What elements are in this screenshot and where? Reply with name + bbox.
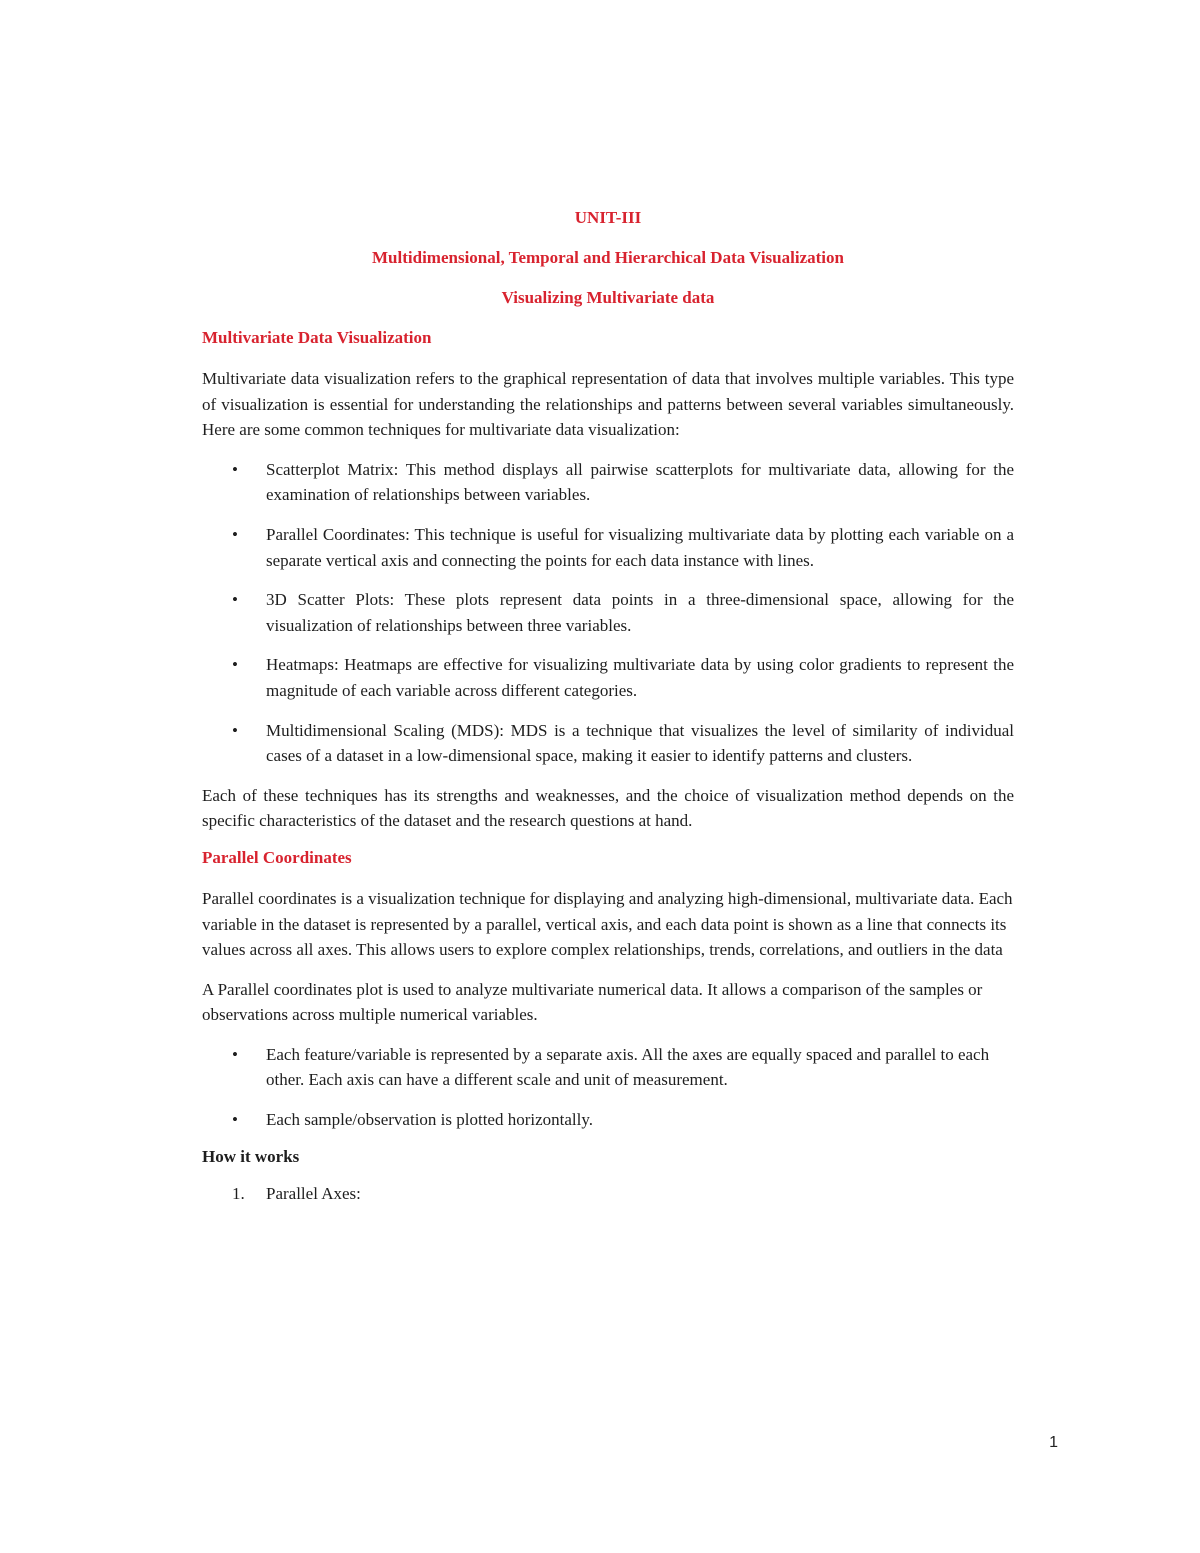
list-item — [202, 652, 1014, 703]
list-item — [202, 1042, 1014, 1093]
list-item — [202, 1107, 1014, 1133]
list-item-text: Parallel Coordinates: This technique is useful for visualizing multivariate data by plotting each variable on a separate vertical axis and connecting the points for each data instance with lines. — [266, 524, 1014, 570]
step-label: Parallel Axes: — [266, 1183, 361, 1203]
list-item-text: Each feature/variable is represented by a separate axis. All the axes are equally spaced and parallel to each other. Each axis can have a different scale and unit of measurement. — [266, 1044, 990, 1090]
list-item — [202, 718, 1014, 769]
bullet-icon: • — [232, 590, 238, 610]
parallel-features-list — [202, 1042, 1014, 1133]
list-item — [202, 1181, 1014, 1207]
list-item-text: Scatterplot Matrix: This method displays all pairwise scatterplots for multivariate data, allowing for the examination of relationships between variables. — [266, 459, 1014, 505]
document-title: Multidimensional, Temporal and Hierarchical Data Visualization — [372, 248, 844, 267]
bullet-icon: • — [232, 655, 238, 675]
list-item-text: 3D Scatter Plots: These plots represent data points in a three-dimensional space, allowing for the visualization of relationships between three variables. — [266, 590, 1014, 635]
how-it-works-heading: How it works — [202, 1146, 300, 1166]
section-heading-multivariate: Multivariate Data Visualization — [202, 328, 432, 347]
list-item-text: Each sample/observation is plotted horizontally. — [266, 1110, 594, 1130]
list-item — [202, 522, 1014, 573]
how-it-works-steps — [202, 1181, 1014, 1207]
bullet-icon: • — [232, 459, 238, 479]
list-item-text: Heatmaps: Heatmaps are effective for visualizing multivariate data by using color gradients to represent the magnitude of each variable across different categories. — [266, 655, 1014, 700]
document-body — [202, 208, 1014, 1206]
bullet-icon: • — [232, 1044, 238, 1064]
step-number: 1. — [232, 1183, 245, 1203]
closing-paragraph: Each of these techniques has its strengths and weaknesses, and the choice of visualization method depends on the specific characteristics of the dataset and the research questions at hand. — [202, 785, 1014, 831]
document-subtitle: Visualizing Multivariate data — [501, 288, 715, 307]
list-item-text: Multidimensional Scaling (MDS): MDS is a technique that visualizes the level of similarity of individual cases of a dataset in a low-dimensional space, making it easier to identify patterns and clusters. — [266, 720, 1014, 766]
bullet-icon: • — [232, 720, 238, 740]
unit-label: UNIT-III — [574, 208, 642, 227]
list-item — [202, 457, 1014, 508]
list-item — [202, 587, 1014, 638]
bullet-icon: • — [232, 524, 238, 544]
section-heading-parallel-coordinates: Parallel Coordinates — [202, 847, 352, 867]
parallel-coordinates-paragraph: Parallel coordinates is a visualization technique for displaying and analyzing high-dimensional, multivariate data. Each variable in the dataset is represented by a parallel, vertical axis, and each data point is shown as a line that connects its values across all axes. This allows users to explore complex relationships, trends, correlations, and outliers in the data — [202, 888, 1013, 960]
parallel-plot-paragraph: A Parallel coordinates plot is used to analyze multivariate numerical data. It allows a comparison of the samples or observations across multiple numerical variables. — [202, 979, 983, 1025]
techniques-list — [202, 457, 1014, 769]
intro-paragraph: Multivariate data visualization refers to the graphical representation of data that involves multiple variables. This type of visualization is essential for understanding the relationships and patterns between several variables simultaneously. Here are some common techniques for multivariate data visualization: — [202, 369, 1014, 440]
page-number: 1 — [1049, 1434, 1058, 1451]
bullet-icon: • — [232, 1110, 238, 1130]
